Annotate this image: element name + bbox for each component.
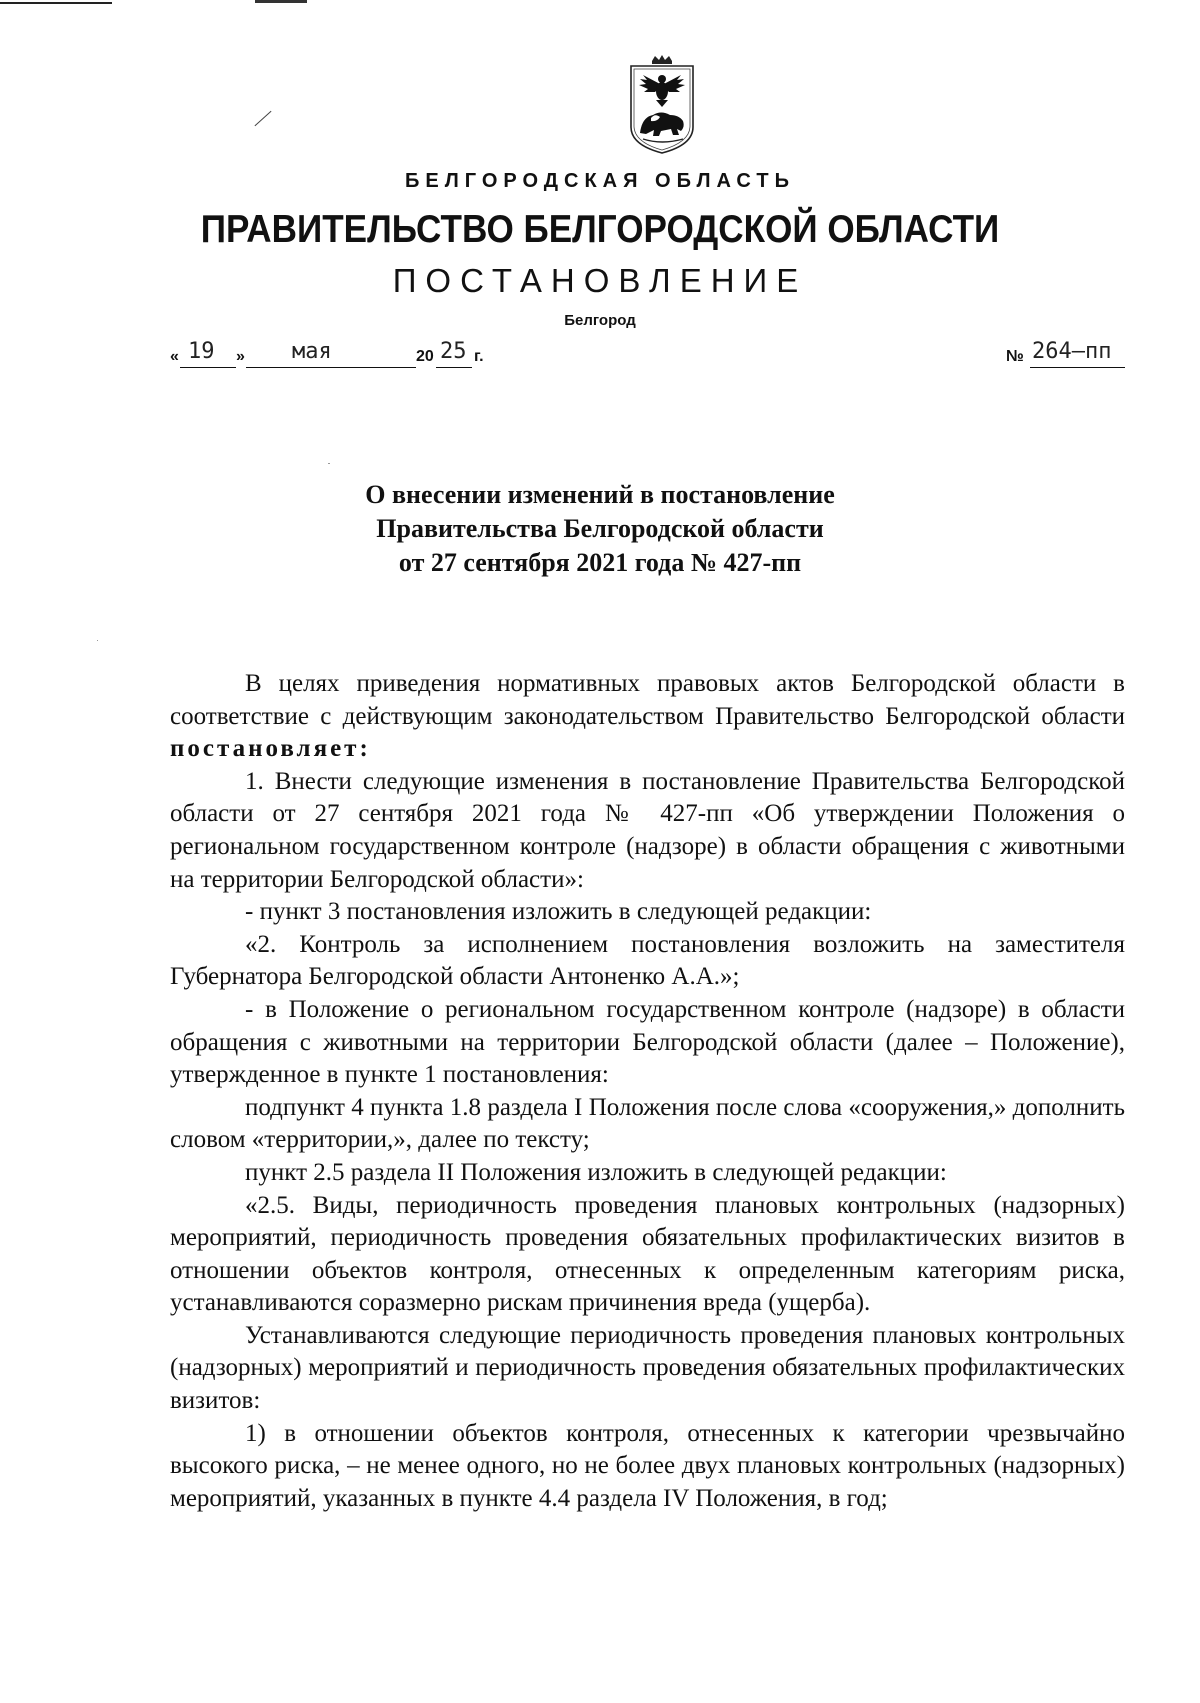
scan-speck	[97, 640, 98, 641]
scan-mark-center	[255, 0, 307, 3]
city-label: Белгород	[564, 312, 636, 329]
region-heading: БЕЛГОРОДСКАЯ ОБЛАСТЬ	[405, 170, 795, 192]
coat-of-arms-emblem	[613, 55, 711, 155]
date-day: 19	[188, 339, 215, 364]
year-mark: г.	[474, 348, 484, 365]
number-prefix: №	[1006, 348, 1024, 365]
day-underline	[180, 367, 236, 368]
paragraph: «2. Контроль за исполнением постановления возложить на заместителя Губернатора Белгородской области Антоненко А.А.»;	[170, 930, 1125, 991]
number-underline	[1030, 367, 1125, 368]
year-underline	[436, 367, 472, 368]
stray-pen-mark	[254, 111, 271, 126]
paragraph: 1. Внести следующие изменения в постановление Правительства Белгородской области от 27 сентября 2021 года № 427-пп «Об утверждении Положения о региональном государственном контроле (надзоре) в области обращения с животными на территории Белгородской области»:	[170, 767, 1125, 893]
scan-edge-marks	[0, 0, 1200, 8]
title-line: от 27 сентября 2021 года № 427-пп	[398, 548, 802, 577]
paragraph: Устанавливаются следующие периодичность проведения плановых контрольных (надзорных) мероприятий и периодичность проведения обязательных профилактических визитов:	[170, 1321, 1125, 1415]
date-month: мая	[292, 339, 332, 364]
document-number: 264–пп	[1032, 339, 1112, 364]
paragraph: 1) в отношении объектов контроля, отнесенных к категории чрезвычайно высокого риска, – не менее одного, но не более двух плановых контрольных (надзорных) мероприятий, указанных в пункте 4.4 раздела IV Положения, в год;	[170, 1419, 1125, 1512]
decree-verb: постановляет:	[170, 735, 371, 763]
month-underline	[246, 367, 416, 368]
document-body	[170, 668, 1125, 1515]
paragraph: «2.5. Виды, периодичность проведения плановых контрольных (надзорных) мероприятий, периодичность проведения обязательных профилактических визитов в отношении объектов контроля, отнесенных к определенным категориям риска, устанавливаются соразмерно рискам причинения вреда (ущерба).	[170, 1191, 1125, 1317]
preamble-text: В целях приведения нормативных правовых актов Белгородской области в соответствие с действующим законодательством Правительство Белгородской области	[170, 670, 1125, 730]
title-line: Правительства Белгородской области	[376, 514, 824, 543]
title-line: О внесении изменений в постановление	[365, 480, 835, 509]
close-quote: »	[236, 348, 245, 365]
document-title	[0, 478, 1200, 580]
year-prefix: 20	[416, 348, 434, 365]
document-type-heading: ПОСТАНОВЛЕНИЕ	[392, 262, 808, 299]
paragraph-preamble	[170, 668, 1125, 766]
paragraph: - пункт 3 постановления изложить в следующей редакции:	[245, 898, 872, 926]
date-number-line	[170, 336, 1125, 370]
scan-speck	[328, 463, 330, 464]
paragraph: подпункт 4 пункта 1.8 раздела I Положения после слова «сооружения,» дополнить словом «территории,», далее по тексту;	[170, 1093, 1125, 1154]
open-quote: «	[170, 348, 179, 365]
paragraph: - в Положение о региональном государственном контроле (надзоре) в области обращения с животными на территории Белгородской области (далее – Положение), утвержденное в пункте 1 постановления:	[170, 995, 1125, 1089]
year-suffix: 25	[440, 339, 467, 364]
paragraph: пункт 2.5 раздела II Положения изложить в следующей редакции:	[245, 1158, 947, 1186]
scan-mark-left	[0, 2, 112, 4]
government-heading: ПРАВИТЕЛЬСТВО БЕЛГОРОДСКОЙ ОБЛАСТИ	[200, 208, 1000, 251]
